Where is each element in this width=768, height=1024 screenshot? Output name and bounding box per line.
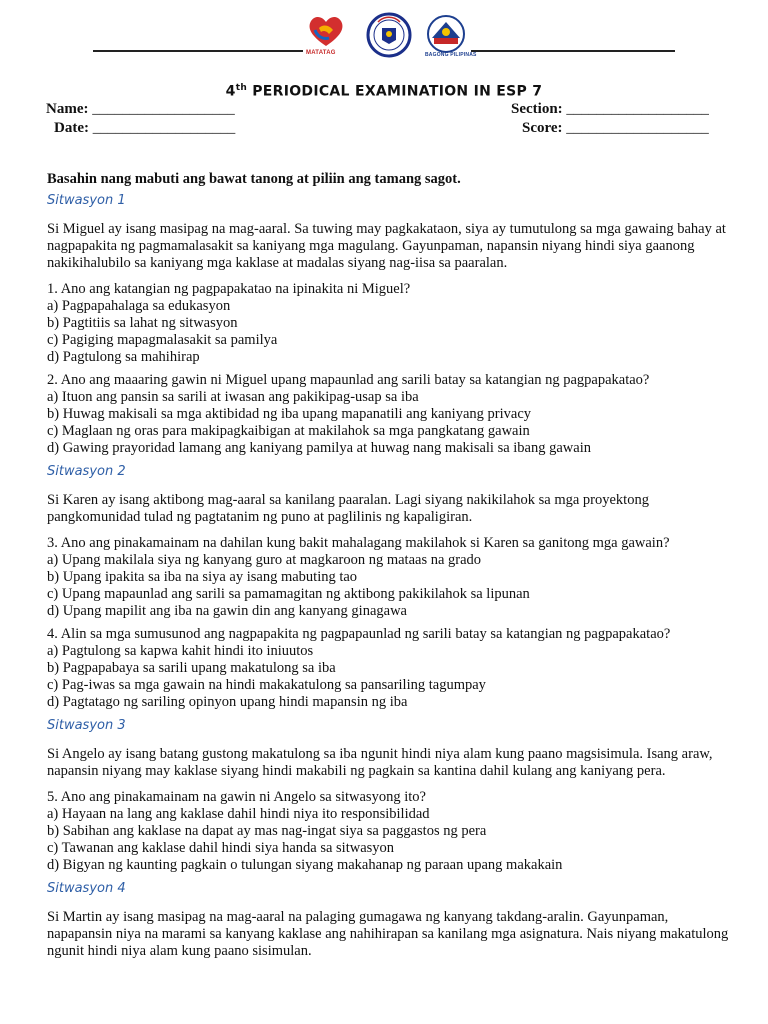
exam-title	[0, 83, 768, 100]
situation-scenario: Si Karen ay isang aktibong mag-aaral sa kanilang paaralan. Lagi siyang nakikilahok sa mga proyektong pangkomunidad tulad ng pagtatanim ng puno at paglilinis ng kapaligiran.	[47, 492, 649, 525]
date-blank[interactable]: ___________________	[92, 120, 236, 136]
question-block	[47, 789, 737, 874]
answer-choice[interactable]: d) Gawing prayoridad lamang ang kaniyang pamilya at huwag nang makisali sa ibang gawain	[47, 440, 591, 456]
exam-content	[47, 171, 737, 969]
name-blank[interactable]: ___________________	[92, 101, 235, 117]
exam-title-text: PERIODICAL EXAMINATION IN ESP 7	[247, 83, 543, 100]
question-block	[47, 281, 737, 366]
answer-choice[interactable]: a) Hayaan na lang ang kaklase dahil hindi niya ito responsibilidad	[47, 806, 430, 822]
sections-container	[47, 192, 737, 960]
matatag-logo-caption: MATATAG	[306, 50, 336, 56]
answer-choice[interactable]: c) Upang mapaunlad ang sarili sa pamamagitan ng aktibong pakikilahok sa lipunan	[47, 586, 530, 602]
answer-choice[interactable]: b) Pagtitiis sa lahat ng sitwasyon	[47, 315, 238, 331]
exam-title-suffix: th	[235, 83, 248, 93]
question-block	[47, 372, 737, 457]
score-label: Score:	[522, 120, 563, 136]
date-label: Date:	[54, 120, 89, 136]
question-block	[47, 626, 737, 711]
answer-choice[interactable]: a) Upang makilala siya ng kanyang guro at magkaroon ng mataas na grado	[47, 552, 482, 568]
answer-choice[interactable]: c) Pag-iwas sa mga gawain na hindi makakatulong sa pansariling tagumpay	[47, 677, 486, 693]
question-text: 1. Ano ang katangian ng pagpapakatao na ipinakita ni Miguel?	[47, 281, 411, 297]
deped-seal	[366, 12, 412, 58]
question-text: 2. Ano ang maaaring gawin ni Miguel upang mapaunlad ang sarili batay sa katangian ng pagpapakatao?	[47, 372, 650, 388]
answer-choice[interactable]: b) Pagpapabaya sa sarili upang makatulong sa iba	[47, 660, 336, 676]
date-field[interactable]	[54, 120, 235, 137]
answer-choice[interactable]: a) Pagpapahalaga sa edukasyon	[47, 298, 231, 314]
header-rule-right	[471, 50, 675, 52]
exam-title-ordinal: 4	[225, 83, 236, 100]
situation-heading: Sitwasyon 3	[47, 718, 126, 733]
question-block	[47, 535, 737, 620]
name-field[interactable]	[46, 101, 235, 118]
answer-choice[interactable]: a) Pagtulong sa kapwa kahit hindi ito iniuutos	[47, 643, 314, 659]
situation-scenario: Si Angelo ay isang batang gustong makatulong sa iba ngunit hindi niya alam kung paano magsisimula. Isang araw, napansin niyang may kaklase siyang hindi makabili ng pagkain sa kantina dahil kulang ang kaniyang pera.	[47, 746, 713, 779]
answer-choice[interactable]: b) Sabihan ang kaklase na dapat ay mas nag-ingat siya sa paggastos ng pera	[47, 823, 487, 839]
question-text: 3. Ano ang pinakamainam na dahilan kung bakit mahalagang makilahok si Karen sa ganitong mga gawain?	[47, 535, 670, 551]
situation-scenario: Si Miguel ay isang masipag na mag-aaral. Sa tuwing may pagkakataon, siya ay tumutulong sa mga gawaing bahay at nagpapakita ng pagmamalasakit sa kaniyang mga magulang. Gayunpaman, napansin niyang hindi siya gaanong nakikihalubilo sa kaniyang mga kaklase at madalas siyang nag-iisa sa paaralan.	[47, 221, 726, 271]
situation-heading: Sitwasyon 1	[47, 193, 126, 208]
answer-choice[interactable]: c) Maglaan ng oras para makipagkaibigan at makilahok sa mga pangkatang gawain	[47, 423, 530, 439]
answer-choice[interactable]: a) Ituon ang pansin sa sarili at iwasan ang pakikipag-usap sa iba	[47, 389, 419, 405]
section-label: Section:	[511, 101, 563, 117]
answer-choice[interactable]: b) Upang ipakita sa iba na siya ay isang mabuting tao	[47, 569, 358, 585]
question-text: 4. Alin sa mga sumusunod ang nagpapakita ng pagpapaunlad ng sarili batay sa katangian ng pagpapakatao?	[47, 626, 671, 642]
question-text: 5. Ano ang pinakamainam na gawin ni Angelo sa sitwasyong ito?	[47, 789, 426, 805]
score-blank[interactable]: ___________________	[566, 120, 709, 136]
answer-choice[interactable]: d) Bigyan ng kaunting pagkain o tulungan siyang makahanap ng paraan upang makakain	[47, 857, 563, 873]
answer-choice[interactable]: c) Pagiging mapagmalasakit sa pamilya	[47, 332, 278, 348]
situation-heading: Sitwasyon 2	[47, 464, 126, 479]
answer-choice[interactable]: d) Pagtulong sa mahihirap	[47, 349, 200, 365]
header-rule-left	[93, 50, 303, 52]
score-field[interactable]	[522, 120, 709, 137]
instruction: Basahin nang mabuti ang bawat tanong at piliin ang tamang sagot.	[47, 171, 461, 187]
answer-choice[interactable]: c) Tawanan ang kaklase dahil hindi siya handa sa sitwasyon	[47, 840, 395, 856]
situation-heading: Sitwasyon 4	[47, 881, 126, 896]
name-label: Name:	[46, 101, 89, 117]
answer-choice[interactable]: d) Pagtatago ng sariling opinyon upang hindi mapansin ng iba	[47, 694, 408, 710]
section-field[interactable]	[511, 101, 709, 118]
section-blank[interactable]: ___________________	[566, 101, 709, 117]
situation-scenario: Si Martin ay isang masipag na mag-aaral na palaging gumagawa ng kanyang takdang-aralin. Gayunpaman, napapansin niya na marami sa kanyang kaklase ang nahihirapan sa kanilang mga asignatura. Nais niyang makatulong ngunit hindi niya alam kung paano sisimulan.	[47, 909, 729, 959]
answer-choice[interactable]: d) Upang mapilit ang iba na gawin din ang kanyang ginagawa	[47, 603, 407, 619]
answer-choice[interactable]: b) Huwag makisali sa mga aktibidad ng iba upang mapanatili ang kaniyang privacy	[47, 406, 532, 422]
bagong-pilipinas-caption: BAGONG PILIPINAS	[425, 52, 477, 58]
header-logos	[0, 12, 768, 60]
